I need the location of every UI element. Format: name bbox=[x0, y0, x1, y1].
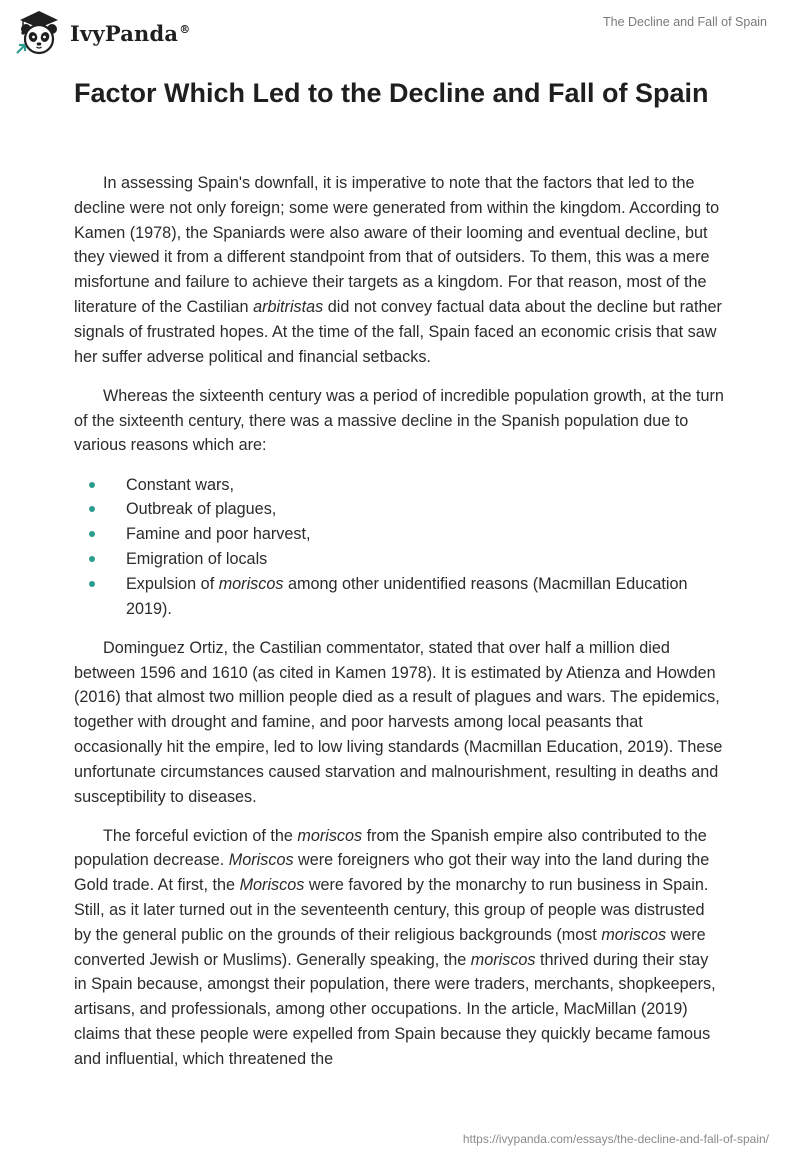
bullet-icon bbox=[89, 581, 95, 587]
source-url[interactable]: https://ivypanda.com/essays/the-decline-and-fall-of-spain/ bbox=[462, 1132, 769, 1146]
list-item: Constant wars, bbox=[74, 473, 724, 498]
bullet-icon bbox=[89, 482, 95, 488]
bullet-list bbox=[74, 473, 724, 622]
panda-logo-icon bbox=[14, 8, 64, 58]
essay-body bbox=[74, 171, 724, 1086]
list-item: Famine and poor harvest, bbox=[74, 522, 724, 547]
bullet-icon bbox=[89, 531, 95, 537]
page-title: Factor Which Led to the Decline and Fall of Spain bbox=[74, 78, 709, 108]
ivypanda-logo[interactable] bbox=[14, 8, 190, 58]
list-item: Outbreak of plagues, bbox=[74, 497, 724, 522]
document-title: The Decline and Fall of Spain bbox=[603, 15, 767, 29]
list-item: Emigration of locals bbox=[74, 547, 724, 572]
logo-wordmark: IvyPanda® bbox=[70, 20, 191, 46]
paragraph: Whereas the sixteenth century was a period of incredible population growth, at the turn of the sixteenth century, there was a massive decline in the Spanish population due to various reasons which are: bbox=[74, 386, 724, 455]
list-item: Expulsion of moriscos among other unidentified reasons (Macmillan Education 2019). bbox=[74, 572, 724, 622]
page-header bbox=[0, 0, 800, 70]
paragraph: The forceful eviction of the moriscos from the Spanish empire also contributed to the population decrease. Moriscos were foreigners who got their way into the land during the Gold trade. At first, the Moriscos were favored by the monarchy to run business in Spain. Still, as it later turned out in the seventeenth century, this group of people was distrusted by the general public on the grounds of their religious backgrounds (most moriscos were converted Jewish or Muslims). Generally speaking, the moriscos thrived during their stay in Spain because, amongst their population, there were traders, merchants, shopkeepers, artisans, and professionals, among other occupations. In the article, MacMillan (2019) claims that these people were expelled from Spain because they quickly became famous and influential, which threatened the bbox=[74, 826, 716, 1068]
paragraph: Dominguez Ortiz, the Castilian commentator, stated that over half a million died between 1596 and 1610 (as cited in Kamen 1978). It is estimated by Atienza and Howden (2016) that almost two million people died as a result of plagues and wars. The epidemics, together with drought and famine, and poor harvests among local peasants that occasionally hit the empire, led to low living standards (Macmillan Education, 2019). These unfortunate circumstances caused starvation and malnourishment, resulting in deaths and susceptibility to diseases. bbox=[74, 638, 723, 806]
bullet-icon bbox=[89, 556, 95, 562]
paragraph: In assessing Spain's downfall, it is imperative to note that the factors that led to the decline were not only foreign; some were generated from within the kingdom. According to Kamen (1978), the Spaniards were also aware of their looming and eventual decline, but they viewed it from a different standpoint from that of outsiders. To them, this was a mere misfortune and failure to achieve their targets as a kingdom. For that reason, most of the literature of the Castilian arbitristas did not convey factual data about the decline but rather signals of frustrated hopes. At the time of the fall, Spain faced an economic crisis that saw her suffer adverse political and financial setbacks. bbox=[74, 174, 722, 366]
bullet-icon bbox=[89, 506, 95, 512]
